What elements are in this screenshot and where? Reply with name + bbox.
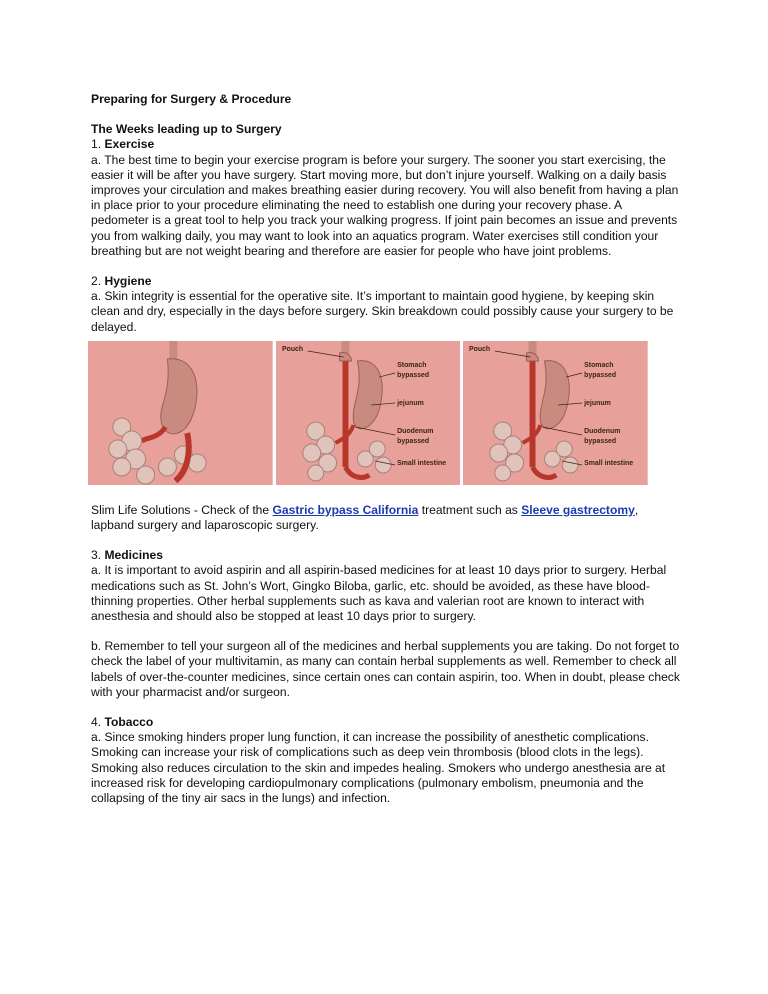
medicines-paragraph-a: a. It is important to avoid aspirin and all aspirin-based medicines for at least 10 days prior to surgery. Herbal medications such as St. John’s Wort, Gingko Biloba, garlic, etc. should be avoided, as these have blood-thinning properties. Other herbal supplements such as kava and valerian root are known to interact with anesthesia and should also be stopped at least 10 days prior to surgery. [91,563,667,624]
promo-suffix: , lapband surgery and laparoscopic surgery. [91,502,639,533]
heading-label: Tobacco [104,715,154,730]
gastric-bypass-diagrams [88,341,648,485]
label-duodenum-bypassed: bypassed [396,437,429,445]
label-stomach: Stomach [396,361,427,369]
label-stomach-bypassed: bypassed [584,371,617,379]
heading-hygiene [91,274,681,289]
heading-tobacco [91,715,681,730]
heading-number: 1. [91,137,102,152]
document-body [91,92,681,806]
heading-label: Medicines [104,548,163,563]
label-duodenum-bypassed: bypassed [584,437,617,445]
heading-number: 2. [91,274,102,289]
tobacco-paragraph: a. Since smoking hinders proper lung function, it can increase the possibility of anesthetic complications. Smoking can increase your risk of complications such as deep vein thrombosis (blood clots in the legs). Smoking also reduces circulation to the skin and impedes healing. Smokers who undergo anesthesia are at increased risk for developing cardiopulmonary complications (pulmonary embolism, pneumonia and the collapsing of the tiny air sacs in the lungs) and infection. [91,730,666,806]
heading-medicines [91,548,681,563]
section-title: The Weeks leading up to Surgery [91,122,282,137]
label-stomach: Stomach [584,361,614,369]
heading-label: Hygiene [104,274,152,289]
heading-number: 3. [91,548,102,563]
diagram-labelled-1 [276,341,461,485]
exercise-paragraph: a. The best time to begin your exercise program is before your surgery. The sooner you start exercising, the easier it will be after you have surgery. Start moving more, but don’t injure yourself. Walking on a daily basis improves your circulation and makes breathing easier during recovery. You will also benefit from having a plan in place prior to your procedure eliminating the need to establish one during your recovery phase. A pedometer is a great tool to help you track your walking progress. If joint pain becomes an issue and prevents you from walking daily, you may want to look into an aquatics program. Water exercises still condition your breathing but are not weight bearing and therefore are easier for people who have joint problems. [91,152,679,258]
label-pouch: Pouch [469,345,491,353]
promo-prefix: Slim Life Solutions - Check of the [91,502,273,517]
promo-paragraph [91,503,681,533]
heading-exercise [91,137,681,152]
label-stomach-bypassed: bypassed [396,371,429,379]
label-pouch: Pouch [281,345,303,353]
label-duodenum: Duodenum [584,427,621,435]
label-duodenum: Duodenum [396,427,434,435]
label-small-intestine: Small intestine [396,459,446,467]
sleeve-gastrectomy-link[interactable]: Sleeve gastrectomy [521,502,635,517]
label-jejunum: jejunum [396,399,424,407]
heading-label: Exercise [104,137,155,152]
diagram-unlabelled [88,341,273,485]
diagram-labelled-2 [463,341,648,485]
document-title: Preparing for Surgery & Procedure [91,92,292,106]
promo-middle: treatment such as [418,502,522,517]
label-small-intestine: Small intestine [584,459,634,467]
medicines-paragraph-b: b. Remember to tell your surgeon all of the medicines and herbal supplements you are taking. Do not forget to check the label of your multivitamin, as many can contain herbal supplements as well. Remember to check all labels of over-the-counter medicines, since certain ones can contain aspirin, too. When in doubt, please check with your pharmacist and/or surgeon. [91,639,680,699]
heading-number: 4. [91,715,102,730]
hygiene-paragraph: a. Skin integrity is essential for the operative site. It’s important to maintain good hygiene, by keeping skin clean and dry, especially in the days before surgery. Skin breakdown could possibly cause your surgery to be delayed. [91,289,674,334]
gastric-bypass-link[interactable]: Gastric bypass California [272,502,419,517]
label-jejunum: jejunum [584,399,612,407]
